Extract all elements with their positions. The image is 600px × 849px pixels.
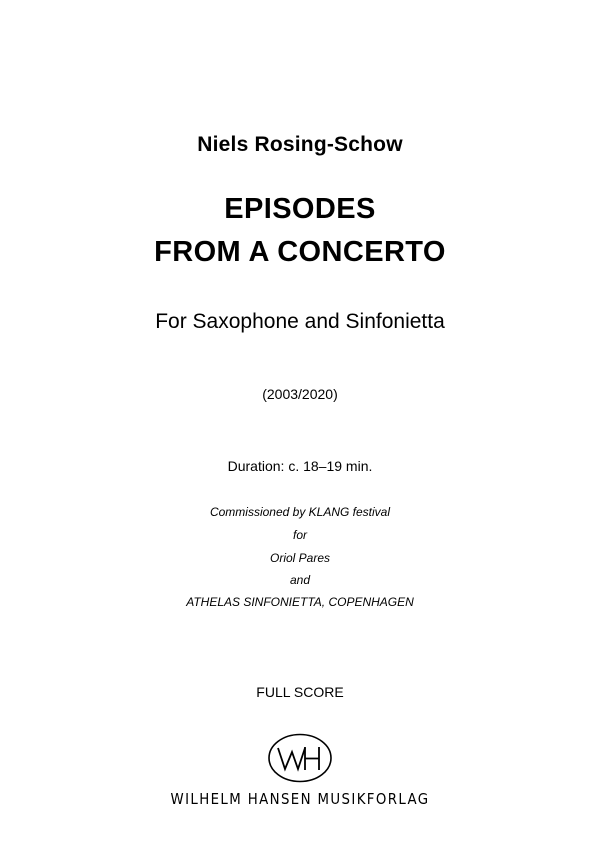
instrumentation-subtitle: For Saxophone and Sinfonietta <box>155 310 445 333</box>
publisher-logo-icon <box>265 732 335 784</box>
work-title-line-2: FROM A CONCERTO <box>154 236 446 268</box>
commission-line-5: ATHELAS SINFONIETTA, COPENHAGEN <box>186 595 414 609</box>
commission-line-2: for <box>292 528 307 542</box>
composition-years: (2003/2020) <box>262 386 338 402</box>
commission-line-4: and <box>289 573 311 587</box>
work-title-line-1: EPISODES <box>224 193 376 225</box>
duration-note: Duration: c. 18–19 min. <box>227 458 373 474</box>
composer-name: Niels Rosing-Schow <box>197 133 403 156</box>
publisher-name: WILHELM HANSEN MUSIKFORLAG <box>170 790 430 808</box>
score-type-label: FULL SCORE <box>256 684 344 700</box>
commission-line-1: Commissioned by KLANG festival <box>209 505 391 519</box>
commission-line-3: Oriol Pares <box>269 551 331 565</box>
